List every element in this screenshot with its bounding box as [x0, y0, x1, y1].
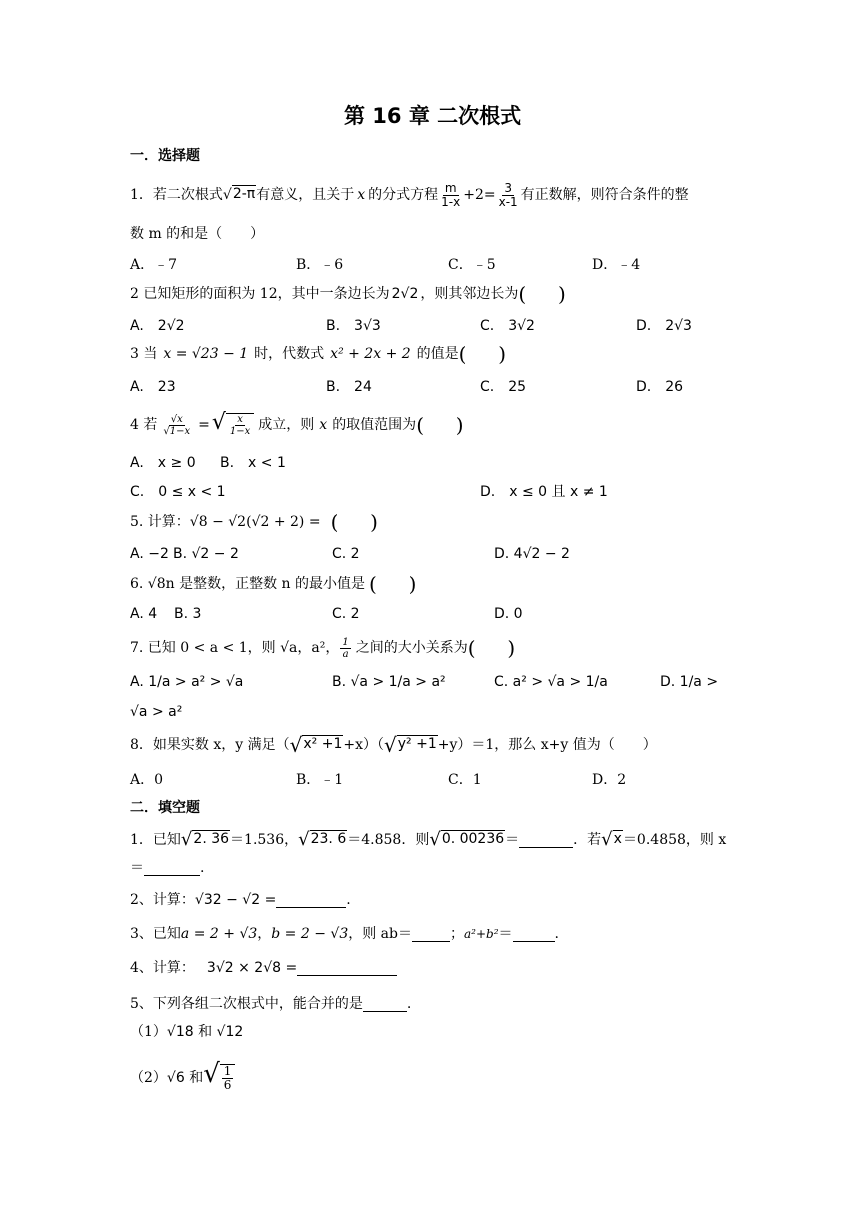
q4-tail2: 的取值范围为: [332, 417, 417, 433]
q1-var-x: x: [357, 187, 366, 203]
q8-radical-1: √ x² +1: [289, 733, 343, 757]
q1-fraction-2: $\frac{3}{x-1}$: [498, 180, 518, 209]
f2-blank[interactable]: [276, 893, 346, 908]
q2-option-c: C. 3√2: [480, 318, 535, 334]
f1-text-f: ＝0.4858，则 x: [622, 832, 727, 848]
f1-text-a: 1．已知: [130, 832, 181, 848]
q5-text: 5. 计算：√8 − √2(√2 + 2) =: [130, 514, 321, 530]
f1-radical-1: √ 2. 36: [180, 829, 230, 850]
q4-answer-paren: ( ): [416, 413, 464, 437]
f3-text-b: ，则 ab＝: [348, 926, 412, 942]
f1-text-c: ＝4.858．则: [347, 832, 430, 848]
f3-blank-2[interactable]: [513, 927, 555, 942]
q1-plus: +2=: [463, 187, 496, 203]
f5-item-2: [130, 1060, 235, 1096]
f4-text: 4、计算：: [130, 960, 195, 976]
f3-end: .: [554, 926, 559, 942]
q8-mid1: +x）（: [343, 737, 385, 753]
q1-text-c: 的分式方程: [368, 187, 439, 203]
f5-blank[interactable]: [363, 997, 407, 1012]
q1-text-b: 有意义，且关于: [256, 187, 355, 203]
q6-text: 6. √8n 是整数，正整数 n 的最小值是: [130, 576, 366, 592]
q1-text-d: 有正数解，则符合条件的整: [520, 187, 689, 203]
q1-option-d: D．﹣4: [592, 257, 641, 273]
q7-text: 7. 已知 0 < a < 1，则 √a，a²，: [130, 640, 340, 656]
fill-4: [130, 958, 397, 978]
question-8: [130, 730, 657, 760]
f5-item-1-expr: √18 和 √12: [166, 1024, 244, 1040]
q1-fraction-1: $\frac{m}{1-x}$: [441, 180, 461, 209]
q8-radical-2: √ y² +1: [384, 733, 437, 757]
f3-blank-1[interactable]: [412, 927, 450, 942]
q5-option-d: D. 4√2 − 2: [494, 546, 570, 562]
q5-option-c: C. 2: [332, 546, 360, 562]
q6-option-d: D. 0: [494, 606, 523, 622]
q3-option-b: B. 24: [326, 379, 372, 395]
f2-text: 2、计算：: [130, 892, 195, 908]
question-2: [130, 284, 566, 304]
page-title: 第 16 章 二次根式: [344, 104, 522, 128]
q4-tail: 成立，则: [258, 417, 315, 433]
question-5: [130, 512, 378, 532]
f3-expr-sum: a²+b²: [464, 927, 499, 941]
q4-var: x: [319, 417, 328, 433]
f3-expr-a: a = 2 + √3: [180, 926, 258, 942]
q4-radical-right: √ $\frac{x}{1-x}$: [212, 413, 254, 437]
q7-answer-paren: ( ): [467, 636, 516, 660]
q6-option-b: B. 3: [174, 606, 202, 622]
q3-mid: 时，代数式: [254, 346, 325, 362]
q8-mid2: +y）＝1，那么 x+y 值为（ ）: [437, 737, 657, 753]
fill-1-line-2: [130, 858, 204, 878]
f1-radical-4: √ x: [601, 829, 622, 850]
q5-answer-paren: ( ): [330, 510, 378, 534]
f3-sep: ，: [257, 926, 272, 942]
q1-text-a: 1．若二次根式: [130, 187, 223, 203]
q3-answer-paren: ( ): [458, 342, 507, 366]
q1-line-2: 数 m 的和是（ ）: [130, 226, 265, 242]
q1-radical: √ 2-π: [222, 186, 256, 203]
q4-option-d: D. x ≤ 0 且 x ≠ 1: [480, 484, 608, 500]
f1-blank-1[interactable]: [519, 833, 573, 848]
q6-answer-paren: ( ): [369, 572, 417, 596]
q3-option-c: C. 25: [480, 379, 527, 395]
q3-condition: x = √23 − 1: [163, 346, 249, 362]
section-heading-choice: 一．选择题: [130, 148, 200, 164]
f4-blank[interactable]: [297, 961, 397, 976]
q7-option-d: D. 1/a >: [660, 674, 719, 690]
q3-expression: x² + 2x + 2: [330, 346, 411, 362]
question-6: [130, 574, 416, 594]
q7-option-c: C. a² > √a > 1/a: [494, 674, 608, 690]
f3-text: 3、已知: [130, 926, 181, 942]
section-heading-fill: 二．填空题: [130, 800, 200, 816]
q8-option-a: A．0: [130, 772, 164, 788]
f2-expression: √32 − √2 =: [194, 892, 277, 908]
q4-option-b: B. x < 1: [220, 455, 286, 471]
f5-item-1: [130, 1022, 243, 1042]
q3-text: 3 当: [130, 346, 158, 362]
f5-text: 5、下列各组二次根式中，能合并的是: [130, 996, 363, 1012]
q7-option-a: A. 1/a > a² > √a: [130, 674, 244, 690]
question-7: [130, 632, 515, 664]
q8-option-c: C．1: [448, 772, 482, 788]
q2-option-a: A. 2√2: [130, 318, 185, 334]
q3-option-a: A. 23: [130, 379, 176, 395]
q7-option-b: B. √a > 1/a > a²: [332, 674, 446, 690]
q8-option-b: B．﹣1: [296, 772, 344, 788]
q1-option-b: B．﹣6: [296, 257, 344, 273]
f5-item-2-label: （2）: [130, 1070, 167, 1086]
question-4: [130, 410, 464, 440]
fill-5: [130, 994, 411, 1014]
q4-fraction-left: $\frac{√x}{√1-x}$: [163, 413, 191, 437]
fill-3: [130, 924, 559, 944]
q2-option-b: B. 3√3: [326, 318, 381, 334]
q3-tail: 的值是: [416, 346, 459, 362]
q2-answer-paren: ( ): [518, 282, 566, 306]
q1-option-c: C．﹣5: [448, 257, 496, 273]
f1-radical-2: √ 23. 6: [298, 829, 347, 850]
q4-option-c: C. 0 ≤ x < 1: [130, 484, 226, 500]
f1-text-e: ．若: [573, 832, 602, 848]
f1-line2-end: .: [200, 860, 205, 876]
fill-2: [130, 890, 351, 910]
q7-fraction: $\frac{1}{a}$: [342, 636, 349, 660]
f5-end: .: [406, 996, 412, 1012]
f5-item-2-radical: √ $\frac{1}{6}$: [203, 1064, 235, 1092]
q4-equals: =: [198, 417, 210, 433]
q7-tail: 之间的大小关系为: [355, 640, 468, 656]
f3-expr-b: b = 2 − √3: [271, 926, 349, 942]
q5-option-b: B. √2 − 2: [173, 546, 239, 562]
f1-text-d: ＝: [505, 832, 520, 848]
q2-tail: ，则其邻边长为: [420, 286, 519, 302]
question-3: [130, 344, 506, 364]
q8-text: 8．如果实数 x，y 满足（: [130, 737, 290, 753]
f3-text-c: ；: [450, 926, 464, 942]
question-1: [130, 178, 689, 212]
q6-option-c: C. 2: [332, 606, 360, 622]
q4-option-a: A. x ≥ 0: [130, 455, 196, 471]
q3-option-d: D. 26: [636, 379, 684, 395]
f1-blank-2[interactable]: [144, 861, 200, 876]
q8-option-d: D．2: [592, 772, 627, 788]
f3-text-d: ＝: [498, 926, 513, 942]
fill-1: [130, 828, 726, 852]
q6-option-a: A. 4: [130, 606, 158, 622]
q1-option-a: A．﹣7: [130, 257, 178, 273]
q2-text: 2 已知矩形的面积为 12，其中一条边长为: [130, 286, 390, 302]
f4-expression: 3√2 × 2√8 =: [206, 960, 298, 976]
q7-option-d-cont: √a > a²: [130, 704, 183, 720]
f1-radical-3: √ 0. 00236: [429, 829, 505, 850]
q2-option-d: D. 2√3: [636, 318, 692, 334]
q4-text: 4 若: [130, 417, 158, 433]
f1-line2-eq: ＝: [130, 860, 144, 876]
q5-option-a: A. −2: [130, 546, 169, 562]
q2-value: 2√2: [391, 286, 419, 302]
f2-end: .: [346, 892, 351, 908]
f1-text-b: ＝1.536，: [230, 832, 299, 848]
f5-item-1-label: （1）: [130, 1024, 167, 1040]
f5-item-2-expr: √6 和: [166, 1070, 204, 1086]
